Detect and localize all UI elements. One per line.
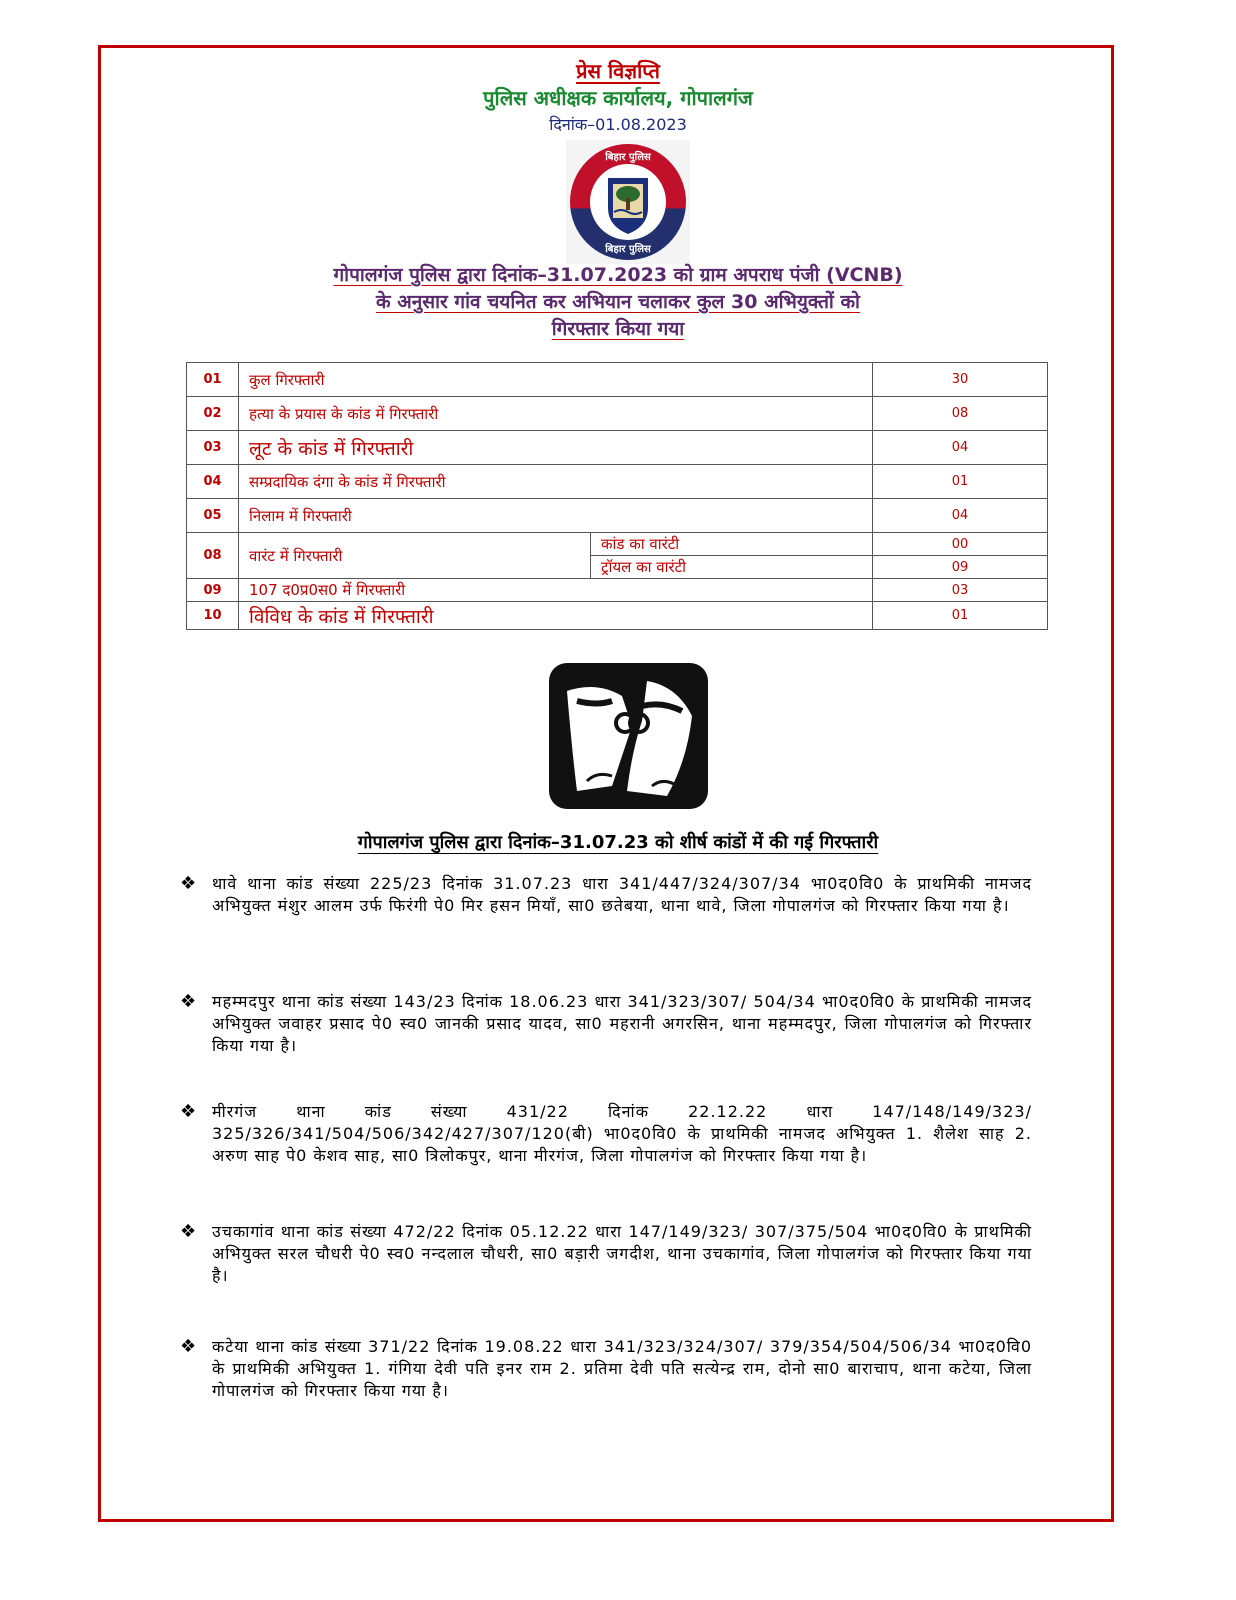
table-row (187, 363, 1048, 397)
row-value: 04 (873, 499, 1048, 533)
item-text: थावे थाना कांड संख्या 225/23 दिनांक 31.07.23 धारा 341/447/324/307/34 भा0द0वि0 के प्राथमिकी नामजद अभियुक्त मंशुर आलम उर्फ फिरंगी पे0 मिर हसन मियाँ, सा0 छतेबया, थाना थावे, जिला गोपालगंज को गिरफ्तार किया गया है। (212, 874, 1032, 915)
arrest-list (180, 873, 1032, 1402)
main-title (236, 262, 1000, 343)
row-label: 107 द0प्र0स0 में गिरफ्तारी (239, 579, 873, 602)
row-number: 03 (187, 431, 239, 465)
bullet-icon: ❖ (180, 991, 197, 1012)
warrant-sub-label: कांड का वारंटी (591, 533, 873, 556)
row-label: हत्या के प्रयास के कांड में गिरफ्तारी (239, 397, 873, 431)
table-row (187, 397, 1048, 431)
bullet-icon: ❖ (180, 1101, 197, 1122)
handcuffs-icon (547, 661, 710, 811)
table-row (187, 533, 1048, 556)
row-number: 02 (187, 397, 239, 431)
list-item (180, 1101, 1032, 1221)
row-value: 04 (873, 431, 1048, 465)
item-text: मीरगंज थाना कांड संख्या 431/22 दिनांक 22.12.22 धारा 147/148/149/323/ 325/326/341/504/506/342/427/307/120(बी) भा0द0वि0 के प्राथमिकी नामजद अभियुक्त 1. शैलेश साह 2. अरुण साह पे0 केशव साह, सा0 त्रिलोकपुर, थाना मीरगंज, जिला गोपालगंज को गिरफ्तार किया गया है। (212, 1102, 1032, 1165)
row-number: 01 (187, 363, 239, 397)
item-text: महम्मदपुर थाना कांड संख्या 143/23 दिनांक 18.06.23 धारा 341/323/307/ 504/34 भा0द0वि0 के प्राथमिकी नामजद अभियुक्त जवाहर प्रसाद पे0 स्व0 जानकी प्रसाद यादव, सा0 महरानी अगरसिन, थाना महम्मदपुर, जिला गोपालगंज को गिरफ्तार किया गया है। (212, 992, 1032, 1055)
table-row (187, 579, 1048, 602)
logo-top-text: बिहार पुलिस (605, 152, 651, 163)
office-heading: पुलिस अधीक्षक कार्यालय, गोपालगंज (483, 86, 753, 110)
warrant-sub-value: 00 (873, 533, 1048, 556)
row-value: 01 (873, 465, 1048, 499)
list-item (180, 991, 1032, 1101)
row-value: 08 (873, 397, 1048, 431)
list-item (180, 1221, 1032, 1336)
row-label: विविध के कांड में गिरफ्तारी (239, 602, 873, 630)
row-label: निलाम में गिरफ्तारी (239, 499, 873, 533)
row-label: वारंट में गिरफ्तारी (239, 533, 591, 579)
row-label: लूट के कांड में गिरफ्तारी (239, 431, 873, 465)
row-number: 08 (187, 533, 239, 579)
list-item (180, 873, 1032, 991)
title-line-1: गोपालगंज पुलिस द्वारा दिनांक–31.07.2023 को ग्राम अपराध पंजी (VCNB) (333, 264, 903, 286)
bihar-police-logo (566, 140, 690, 264)
press-release-heading: प्रेस विज्ञप्ति (576, 59, 660, 83)
bullet-icon: ❖ (180, 1336, 197, 1357)
logo-bottom-text: बिहार पुलिस (605, 244, 651, 255)
row-number: 05 (187, 499, 239, 533)
warrant-sub-value: 09 (873, 556, 1048, 579)
row-value: 03 (873, 579, 1048, 602)
table-row (187, 602, 1048, 630)
release-date: दिनांक–01.08.2023 (549, 115, 687, 134)
bullet-icon: ❖ (180, 1221, 197, 1242)
row-value: 30 (873, 363, 1048, 397)
list-item (180, 1336, 1032, 1402)
warrant-sub-label: ट्रॉयल का वारंटी (591, 556, 873, 579)
bullet-icon: ❖ (180, 873, 197, 894)
row-number: 09 (187, 579, 239, 602)
row-label: कुल गिरफ्तारी (239, 363, 873, 397)
row-label: सम्प्रदायिक दंगा के कांड में गिरफ्तारी (239, 465, 873, 499)
title-line-3: गिरफ्तार किया गया (551, 318, 685, 340)
table-row (187, 431, 1048, 465)
item-text: उचकागांव थाना कांड संख्या 472/22 दिनांक 05.12.22 धारा 147/149/323/ 307/375/504 भा0द0वि0 के प्राथमिकी अभियुक्त सरल चौधरी पे0 स्व0 नन्दलाल चौधरी, सा0 बड़ारी जगदीश, थाना उचकागांव, जिला गोपालगंज को गिरफ्तार किया गया है। (212, 1222, 1032, 1285)
row-number: 04 (187, 465, 239, 499)
table-row (187, 465, 1048, 499)
title-line-2: के अनुसार गांव चयनित कर अभियान चलाकर कुल 30 अभियुक्तों को (376, 291, 860, 313)
row-value: 01 (873, 602, 1048, 630)
section-title: गोपालगंज पुलिस द्वारा दिनांक–31.07.23 को शीर्ष कांडों में की गई गिरफ्तारी (357, 832, 879, 853)
item-text: कटेया थाना कांड संख्या 371/22 दिनांक 19.08.22 धारा 341/323/324/307/ 379/354/504/506/34 भा0द0वि0 के प्राथमिकी अभियुक्त 1. गंगिया देवी पति इनर राम 2. प्रतिमा देवी पति सत्येन्द्र राम, दोनो सा0 बाराचाप, थाना कटेया, जिला गोपालगंज को गिरफ्तार किया गया है। (212, 1337, 1032, 1400)
row-number: 10 (187, 602, 239, 630)
logo-inner-text: बिहार पुलिस (616, 221, 640, 227)
arrest-stats-table (186, 362, 1048, 630)
table-row (187, 499, 1048, 533)
